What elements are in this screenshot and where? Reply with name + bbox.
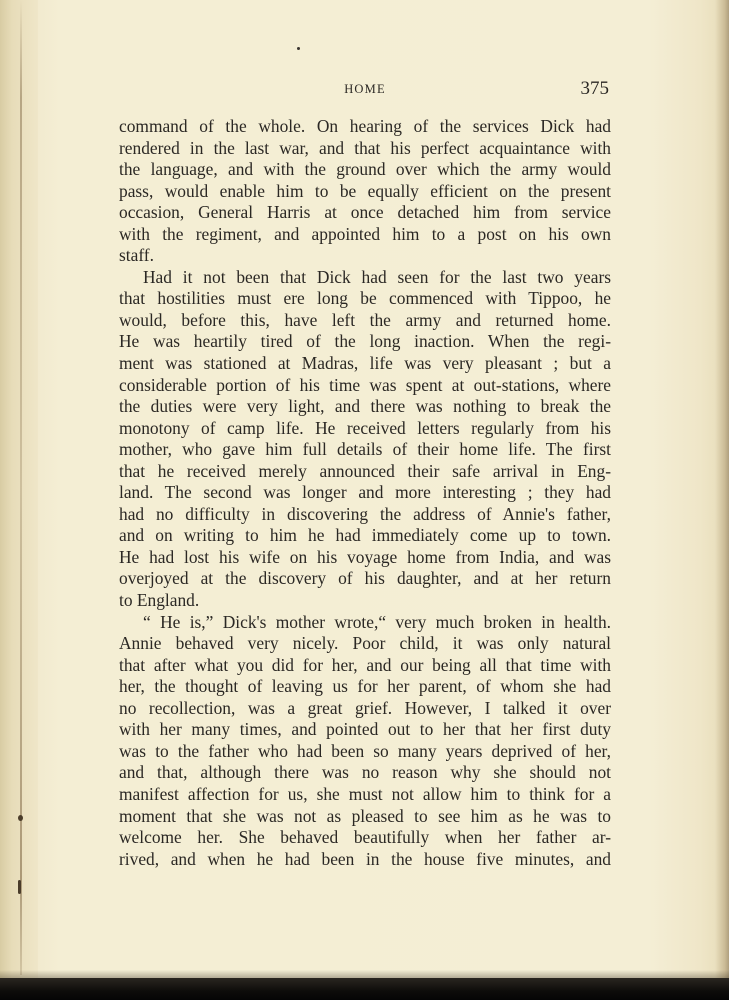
- paper-speck: [297, 47, 300, 50]
- text-line: manifest affection for us, she must not allow him to think for a: [119, 783, 611, 804]
- running-title: HOME: [344, 82, 386, 96]
- text-line: rendered in the last war, and that his perfect acquaintance with: [119, 137, 611, 158]
- text-line: Had it not been that Dick had seen for the last two years: [143, 266, 611, 287]
- text-line: that hostilities must ere long be commenced with Tippoo, he: [119, 288, 611, 309]
- text-line: with the regiment, and appointed him to a post on his own: [119, 223, 611, 244]
- text-line: ment was stationed at Madras, life was very pleasant ; but a: [119, 353, 611, 374]
- page-header: [119, 78, 611, 100]
- text-line: occasion, General Harris at once detached him from service: [119, 202, 611, 223]
- text-line: would, before this, have left the army and returned home.: [119, 309, 611, 330]
- text-line: and on writing to him he had immediately come up to town.: [119, 525, 611, 546]
- text-line: that after what you did for her, and our being all that time with: [119, 654, 611, 675]
- text-line: had no difficulty in discovering the address of Annie's father,: [119, 503, 611, 524]
- text-line: monotony of camp life. He received letters regularly from his: [119, 417, 611, 438]
- text-line: staff.: [119, 245, 154, 266]
- text-line: command of the whole. On hearing of the services Dick had: [119, 116, 611, 136]
- body-text: [119, 116, 611, 870]
- text-line: pass, would enable him to be equally efficient on the present: [119, 180, 611, 201]
- scan-bottom-border: [0, 978, 729, 1000]
- text-line: Annie behaved very nicely. Poor child, it was only natural: [119, 633, 611, 654]
- text-line: and that, although there was no reason why she should not: [119, 762, 611, 783]
- text-line: her, the thought of leaving us for her parent, of whom she had: [119, 676, 611, 697]
- text-line: moment that she was not as pleased to see him as he was to: [119, 805, 611, 826]
- bottom-shadow: [0, 970, 729, 978]
- text-line: the duties were very light, and there was nothing to break the: [119, 396, 611, 417]
- text-line: welcome her. She behaved beautifully when her father ar-: [119, 827, 611, 848]
- text-line: with her many times, and pointed out to her that her first duty: [119, 719, 611, 740]
- text-line: mother, who gave him full details of their home life. The first: [119, 439, 611, 460]
- text-line: land. The second was longer and more interesting ; they had: [119, 482, 611, 503]
- text-line: to England.: [119, 590, 200, 611]
- page-edge-shadow: [715, 0, 729, 990]
- text-line: considerable portion of his time was spent at out-stations, where: [119, 374, 611, 395]
- text-line: He was heartily tired of the long inaction. When the regi-: [119, 331, 611, 352]
- text-line: overjoyed at the discovery of his daughter, and at her return: [119, 568, 611, 589]
- page-number: 375: [580, 78, 609, 99]
- paper-speck: [18, 815, 23, 821]
- book-spine-shadow: [0, 0, 38, 1000]
- text-line: that he received merely announced their safe arrival in Eng-: [119, 460, 611, 481]
- paper-speck: [18, 880, 21, 894]
- text-line: “ He is,” Dick's mother wrote,“ very much broken in health.: [143, 611, 611, 632]
- text-line: He had lost his wife on his voyage home from India, and was: [119, 546, 611, 567]
- text-line: was to the father who had been so many years deprived of her,: [119, 740, 611, 761]
- gutter-line: [20, 0, 22, 975]
- text-line: rived, and when he had been in the house five minutes, and: [119, 848, 611, 869]
- text-line: no recollection, was a great grief. However, I talked it over: [119, 697, 611, 718]
- text-line: the language, and with the ground over which the army would: [119, 159, 611, 180]
